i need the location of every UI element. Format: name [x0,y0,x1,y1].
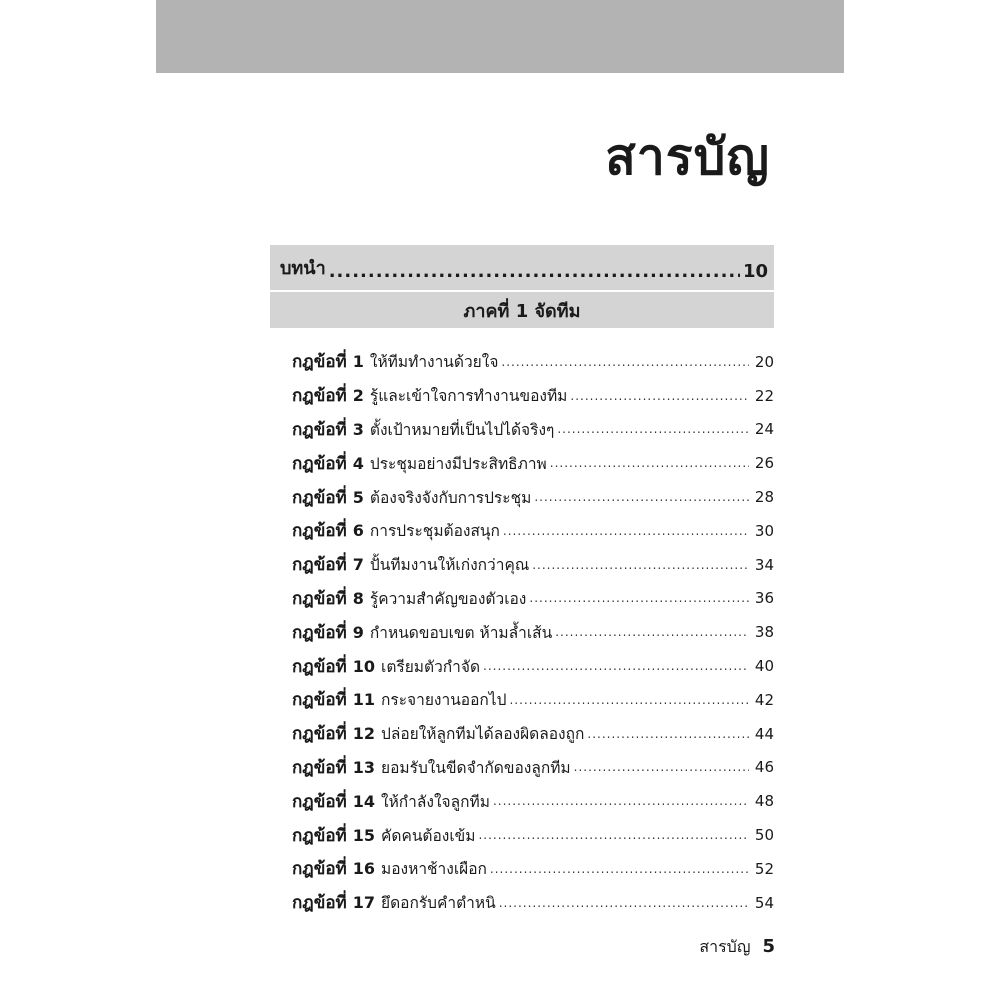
entry-page-number: 30 [754,521,774,540]
rule-number: 7 [352,555,364,575]
entry-title: การประชุมต้องสนุก [369,522,500,541]
dot-leader [499,896,749,910]
rule-number: 12 [352,724,376,744]
entry-title: มองหาช้างเผือก [381,860,487,879]
entry-title: ยึดอกรับคำตำหนิ [381,894,496,913]
toc-entry[interactable] [292,784,774,818]
entry-title: เตรียมตัวกำจัด [381,657,481,676]
entry-page-number: 36 [754,589,774,608]
toc-entry[interactable] [292,413,774,447]
toc-entry[interactable] [292,751,774,785]
dot-leader [555,625,749,639]
footer-page-number: 5 [762,936,775,957]
rule-number: 16 [352,859,376,879]
entry-page-number: 38 [754,623,774,642]
section-title: ภาคที่ 1 จัดทีม [463,300,581,322]
rule-label: กฎข้อที่ [292,825,347,846]
entry-title: ตั้งเป้าหมายที่เป็นไปได้จริงๆ [369,420,555,439]
dot-leader [529,591,749,605]
dot-leader [483,659,749,673]
rule-number: 4 [352,453,364,473]
rule-number: 6 [352,521,364,541]
entry-page-number: 34 [754,555,774,574]
rule-number: 10 [352,656,376,676]
toc-entry[interactable] [292,480,774,514]
page-title: สารบัญ [605,128,770,186]
rule-label: กฎข้อที่ [292,791,347,812]
rule-label: กฎข้อที่ [292,521,347,542]
entry-page-number: 26 [754,454,774,473]
entry-page-number: 24 [754,420,774,439]
toc-entry[interactable] [292,446,774,480]
entry-title: กระจายงานออกไป [381,691,507,710]
rule-number: 1 [352,352,364,372]
entry-title: ให้กำลังใจลูกทีม [381,792,490,811]
entry-title: รู้และเข้าใจการทำงานของทีม [369,387,568,406]
dot-leader [478,828,749,842]
rule-label: กฎข้อที่ [292,757,347,778]
entry-title: ยอมรับในขีดจำกัดของลูกทีม [381,758,571,777]
dot-leader [534,490,749,504]
rule-label: กฎข้อที่ [292,893,347,914]
toc-entry[interactable] [292,548,774,582]
rule-label: กฎข้อที่ [292,419,347,440]
entry-title: ปล่อยให้ลูกทีมได้ลองผิดลองถูก [381,725,585,744]
entry-page-number: 20 [754,352,774,371]
entry-page-number: 46 [754,758,774,777]
entry-page-number: 22 [754,386,774,405]
entry-title: คัดคนต้องเข้ม [381,826,476,845]
entry-page-number: 50 [754,826,774,845]
entry-title: ปั้นทีมงานให้เก่งกว่าคุณ [369,556,530,575]
rule-number: 3 [352,419,364,439]
rule-number: 15 [352,825,376,845]
dot-leader [532,558,749,572]
rule-number: 5 [352,487,364,507]
rule-number: 14 [352,791,376,811]
toc-entry[interactable] [292,818,774,852]
dot-leader [329,261,740,282]
intro-entry[interactable] [270,245,774,290]
rule-number: 11 [352,690,376,710]
rule-number: 13 [352,757,376,777]
toc-entry[interactable] [292,717,774,751]
dot-leader [490,862,749,876]
toc-entry[interactable] [292,683,774,717]
rule-number: 8 [352,588,364,608]
section-heading [270,292,774,328]
dot-leader [493,794,749,808]
rule-label: กฎข้อที่ [292,690,347,711]
rule-label: กฎข้อที่ [292,386,347,407]
entry-title: กำหนดขอบเขต ห้ามล้ำเส้น [369,623,553,642]
entry-page-number: 48 [754,792,774,811]
toc-entry[interactable] [292,582,774,616]
rule-label: กฎข้อที่ [292,588,347,609]
rule-label: กฎข้อที่ [292,555,347,576]
rule-label: กฎข้อที่ [292,487,347,508]
page-footer [699,935,775,960]
toc-entry[interactable] [292,615,774,649]
rule-label: กฎข้อที่ [292,622,347,643]
rule-label: กฎข้อที่ [292,656,347,677]
entry-page-number: 44 [754,724,774,743]
toc-entry[interactable] [292,852,774,886]
intro-page-number: 10 [742,261,768,282]
entry-page-number: 28 [754,488,774,507]
entry-page-number: 42 [754,690,774,709]
entry-title: รู้ความสำคัญของตัวเอง [369,589,527,608]
dot-leader [557,422,749,436]
rule-label: กฎข้อที่ [292,352,347,373]
entry-page-number: 40 [754,657,774,676]
entry-title: ต้องจริงจังกับการประชุม [369,488,532,507]
dot-leader [550,456,749,470]
intro-label: บทนำ [280,258,326,279]
dot-leader [570,389,749,403]
entry-page-number: 52 [754,859,774,878]
rule-number: 9 [352,622,364,642]
toc-entry[interactable] [292,345,774,379]
toc-entry[interactable] [292,886,774,920]
dot-leader [509,693,749,707]
toc-list [292,345,774,920]
entry-page-number: 54 [754,893,774,912]
toc-entry[interactable] [292,514,774,548]
rule-label: กฎข้อที่ [292,859,347,880]
toc-entry[interactable] [292,379,774,413]
dot-leader [574,760,749,774]
rule-label: กฎข้อที่ [292,724,347,745]
dot-leader [587,727,749,741]
rule-label: กฎข้อที่ [292,453,347,474]
rule-number: 17 [352,893,376,913]
dot-leader [501,355,749,369]
dot-leader [503,524,749,538]
entry-title: ประชุมอย่างมีประสิทธิภาพ [369,454,547,473]
toc-entry[interactable] [292,649,774,683]
entry-title: ให้ทีมทำงานด้วยใจ [369,353,499,372]
header-band [156,0,844,73]
footer-label: สารบัญ [699,937,751,956]
rule-number: 2 [352,386,364,406]
